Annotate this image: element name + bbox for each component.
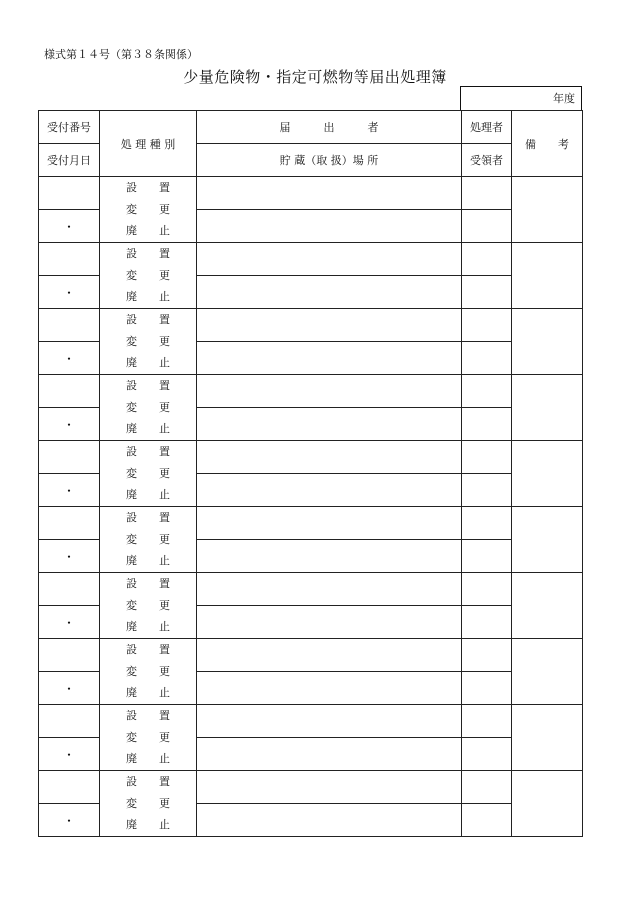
header-applicant: 届 出 者: [197, 111, 462, 144]
processor-cell[interactable]: [462, 771, 512, 804]
date-separator: ・: [62, 351, 75, 366]
receipt-number-cell[interactable]: [39, 771, 100, 804]
header-processor: 処理者: [462, 111, 512, 144]
recipient-cell[interactable]: [462, 342, 512, 375]
type-abolish: 廃止: [126, 752, 192, 766]
record-row: [39, 375, 583, 408]
type-abolish: 廃止: [126, 290, 192, 304]
date-separator: ・: [62, 813, 75, 828]
applicant-cell[interactable]: [197, 507, 462, 540]
type-install: 設置: [126, 247, 192, 261]
date-separator: ・: [62, 417, 75, 432]
recipient-cell[interactable]: [462, 804, 512, 837]
record-row: [39, 441, 583, 474]
storage-location-cell[interactable]: [197, 276, 462, 309]
record-row: [39, 309, 583, 342]
type-install: 設置: [126, 643, 192, 657]
header-storage-location: 貯 蔵（取 扱）場 所: [197, 144, 462, 177]
receipt-date-cell[interactable]: [39, 606, 100, 639]
date-separator: ・: [62, 285, 75, 300]
processor-cell[interactable]: [462, 177, 512, 210]
recipient-cell[interactable]: [462, 672, 512, 705]
type-change: 変更: [126, 268, 192, 282]
processor-cell[interactable]: [462, 705, 512, 738]
receipt-date-cell[interactable]: [39, 672, 100, 705]
processor-cell[interactable]: [462, 639, 512, 672]
recipient-cell[interactable]: [462, 474, 512, 507]
processor-cell[interactable]: [462, 309, 512, 342]
remarks-cell[interactable]: [512, 771, 583, 837]
receipt-number-cell[interactable]: [39, 573, 100, 606]
remarks-cell[interactable]: [512, 639, 583, 705]
date-separator: ・: [62, 681, 75, 696]
processor-cell[interactable]: [462, 507, 512, 540]
storage-location-cell[interactable]: [197, 672, 462, 705]
storage-location-cell[interactable]: [197, 540, 462, 573]
applicant-cell[interactable]: [197, 309, 462, 342]
recipient-cell[interactable]: [462, 276, 512, 309]
recipient-cell[interactable]: [462, 738, 512, 771]
type-change: 変更: [126, 664, 192, 678]
type-abolish: 廃止: [126, 422, 192, 436]
processing-type-cell: [100, 243, 197, 309]
page-title: 少量危険物・指定可燃物等届出処理簿: [183, 68, 447, 86]
type-change: 変更: [126, 532, 192, 546]
applicant-cell[interactable]: [197, 705, 462, 738]
receipt-number-cell[interactable]: [39, 177, 100, 210]
type-change: 変更: [126, 796, 192, 810]
receipt-date-cell[interactable]: [39, 210, 100, 243]
date-separator: ・: [62, 549, 75, 564]
processing-type-cell: [100, 309, 197, 375]
type-install: 設置: [126, 511, 192, 525]
date-separator: ・: [62, 483, 75, 498]
form-number: 様式第１４号（第３８条関係）: [44, 48, 198, 61]
processing-type-cell: [100, 573, 197, 639]
record-row: [39, 177, 583, 210]
receipt-date-cell[interactable]: [39, 342, 100, 375]
record-row: [39, 507, 583, 540]
header-recipient: 受領者: [462, 144, 512, 177]
applicant-cell[interactable]: [197, 639, 462, 672]
receipt-date-cell[interactable]: [39, 474, 100, 507]
processing-type-cell: [100, 177, 197, 243]
type-abolish: 廃止: [126, 356, 192, 370]
header-receipt-number: 受付番号: [39, 111, 100, 144]
receipt-number-cell[interactable]: [39, 441, 100, 474]
header-receipt-date: 受付月日: [39, 144, 100, 177]
storage-location-cell[interactable]: [197, 408, 462, 441]
date-separator: ・: [62, 747, 75, 762]
type-abolish: 廃止: [126, 488, 192, 502]
remarks-cell[interactable]: [512, 375, 583, 441]
storage-location-cell[interactable]: [197, 804, 462, 837]
storage-location-cell[interactable]: [197, 342, 462, 375]
type-install: 設置: [126, 445, 192, 459]
type-abolish: 廃止: [126, 686, 192, 700]
processor-cell[interactable]: [462, 573, 512, 606]
record-row: [39, 771, 583, 804]
type-change: 変更: [126, 466, 192, 480]
remarks-cell[interactable]: [512, 243, 583, 309]
processing-type-cell: [100, 375, 197, 441]
receipt-date-cell[interactable]: [39, 738, 100, 771]
applicant-cell[interactable]: [197, 771, 462, 804]
record-row: [39, 705, 583, 738]
date-separator: ・: [62, 219, 75, 234]
remarks-cell[interactable]: [512, 441, 583, 507]
type-install: 設置: [126, 577, 192, 591]
processing-type-cell: [100, 705, 197, 771]
date-separator: ・: [62, 615, 75, 630]
record-row: [39, 243, 583, 276]
receipt-number-cell[interactable]: [39, 507, 100, 540]
type-change: 変更: [126, 202, 192, 216]
receipt-date-cell[interactable]: [39, 276, 100, 309]
type-abolish: 廃止: [126, 620, 192, 634]
recipient-cell[interactable]: [462, 408, 512, 441]
processor-cell[interactable]: [462, 441, 512, 474]
receipt-number-cell[interactable]: [39, 243, 100, 276]
applicant-cell[interactable]: [197, 177, 462, 210]
processing-type-cell: [100, 507, 197, 573]
applicant-cell[interactable]: [197, 441, 462, 474]
processor-cell[interactable]: [462, 243, 512, 276]
remarks-cell[interactable]: [512, 573, 583, 639]
remarks-cell[interactable]: [512, 177, 583, 243]
processor-cell[interactable]: [462, 375, 512, 408]
type-install: 設置: [126, 775, 192, 789]
recipient-cell[interactable]: [462, 210, 512, 243]
receipt-number-cell[interactable]: [39, 705, 100, 738]
processing-type-cell: [100, 639, 197, 705]
applicant-cell[interactable]: [197, 573, 462, 606]
type-install: 設置: [126, 313, 192, 327]
recipient-cell[interactable]: [462, 606, 512, 639]
remarks-cell[interactable]: [512, 507, 583, 573]
record-row: [39, 639, 583, 672]
remarks-cell[interactable]: [512, 309, 583, 375]
type-change: 変更: [126, 334, 192, 348]
type-abolish: 廃止: [126, 224, 192, 238]
storage-location-cell[interactable]: [197, 738, 462, 771]
processing-type-cell: [100, 771, 197, 837]
receipt-date-cell[interactable]: [39, 408, 100, 441]
processing-type-cell: [100, 441, 197, 507]
processing-ledger-table: [38, 110, 583, 837]
type-abolish: 廃止: [126, 818, 192, 832]
receipt-number-cell[interactable]: [39, 639, 100, 672]
type-change: 変更: [126, 400, 192, 414]
applicant-cell[interactable]: [197, 243, 462, 276]
storage-location-cell[interactable]: [197, 210, 462, 243]
type-change: 変更: [126, 730, 192, 744]
remarks-cell[interactable]: [512, 705, 583, 771]
type-abolish: 廃止: [126, 554, 192, 568]
receipt-number-cell[interactable]: [39, 309, 100, 342]
storage-location-cell[interactable]: [197, 474, 462, 507]
record-row: [39, 573, 583, 606]
type-install: 設置: [126, 379, 192, 393]
header-remarks: 備 考: [512, 111, 583, 177]
receipt-date-cell[interactable]: [39, 540, 100, 573]
type-change: 変更: [126, 598, 192, 612]
receipt-number-cell[interactable]: [39, 375, 100, 408]
recipient-cell[interactable]: [462, 540, 512, 573]
applicant-cell[interactable]: [197, 375, 462, 408]
header-processing-type: 処 理 種 別: [100, 111, 197, 177]
fiscal-year-label: 年度: [460, 86, 582, 110]
type-install: 設置: [126, 181, 192, 195]
receipt-date-cell[interactable]: [39, 804, 100, 837]
type-install: 設置: [126, 709, 192, 723]
storage-location-cell[interactable]: [197, 606, 462, 639]
